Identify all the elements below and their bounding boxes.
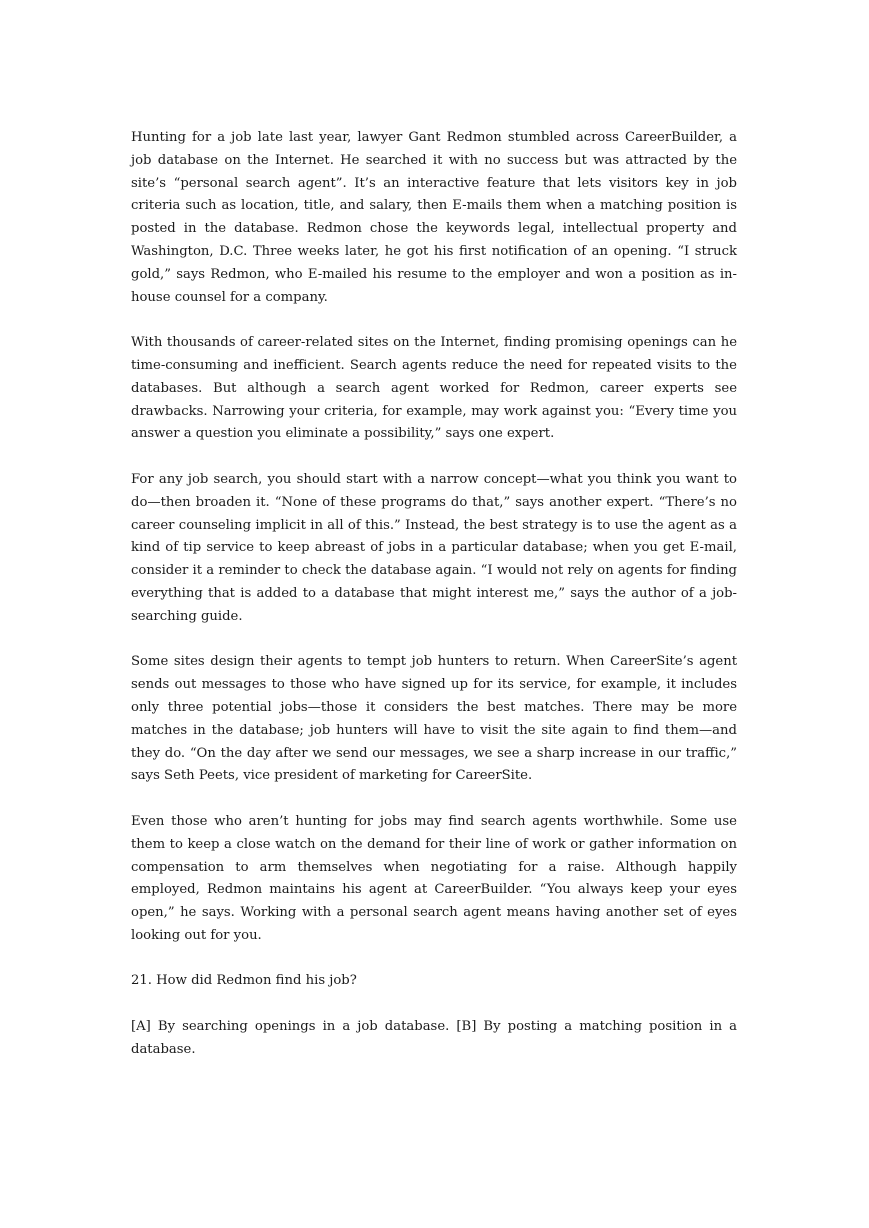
document-page (131, 127, 737, 1062)
passage-paragraph-2: With thousands of career-related sites on the Internet, finding promising openings can he time-consuming and inefficient. Search agents reduce the need for repeated visits to the databases. But although a search agent worked for Redmon, career experts see drawbacks. Narrowing your criteria, for example, may work against you: “Every time you answer a question you eliminate a possibility,” says one expert. (131, 335, 737, 442)
passage-paragraph-4: Some sites design their agents to tempt job hunters to return. When CareerSite’s agent sends out messages to those who have signed up for its service, for example, it includes only three potential jobs—those it considers the best matches. There may be more matches in the database; job hunters will have to visit the site again to find them—and they do. “On the day after we send our messages, we see a sharp increase in our traffic,” says Seth Peets, vice president of marketing for CareerSite. (131, 654, 737, 784)
passage-paragraph-1: Hunting for a job late last year, lawyer Gant Redmon stumbled across CareerBuilder, a job database on the Internet. He searched it with no success but was attracted by the site’s “personal search agent”. It’s an interactive feature that lets visitors key in job criteria such as location, title, and salary, then E-mails them when a matching position is posted in the database. Redmon chose the keywords legal, intellectual property and Washington, D.C. Three weeks later, he got his first notification of an opening. “I struck gold,” says Redmon, who E-mailed his resume to the employer and won a position as in-house counsel for a company. (131, 130, 737, 305)
question-21-options: [A] By searching openings in a job database. [B] By posting a matching position in a database. (131, 1019, 737, 1057)
passage-paragraph-3: For any job search, you should start with a narrow concept—what you think you want to do—then broaden it. “None of these programs do that,” says another expert. “There’s no career counseling implicit in all of this.” Instead, the best strategy is to use the agent as a kind of tip service to keep abreast of jobs in a particular database; when you get E-mail, consider it a reminder to check the database again. “I would not rely on agents for finding everything that is added to a database that might interest me,” says the author of a job-searching guide. (131, 471, 737, 624)
question-21: 21. How did Redmon find his job? (131, 973, 357, 989)
passage-paragraph-5: Even those who aren’t hunting for jobs may find search agents worthwhile. Some use them to keep a close watch on the demand for their line of work or gather information on compensation to arm themselves when negotiating for a raise. Although happily employed, Redmon maintains his agent at CareerBuilder. “You always keep your eyes open,” he says. Working with a personal search agent means having another set of eyes looking out for you. (131, 813, 737, 943)
